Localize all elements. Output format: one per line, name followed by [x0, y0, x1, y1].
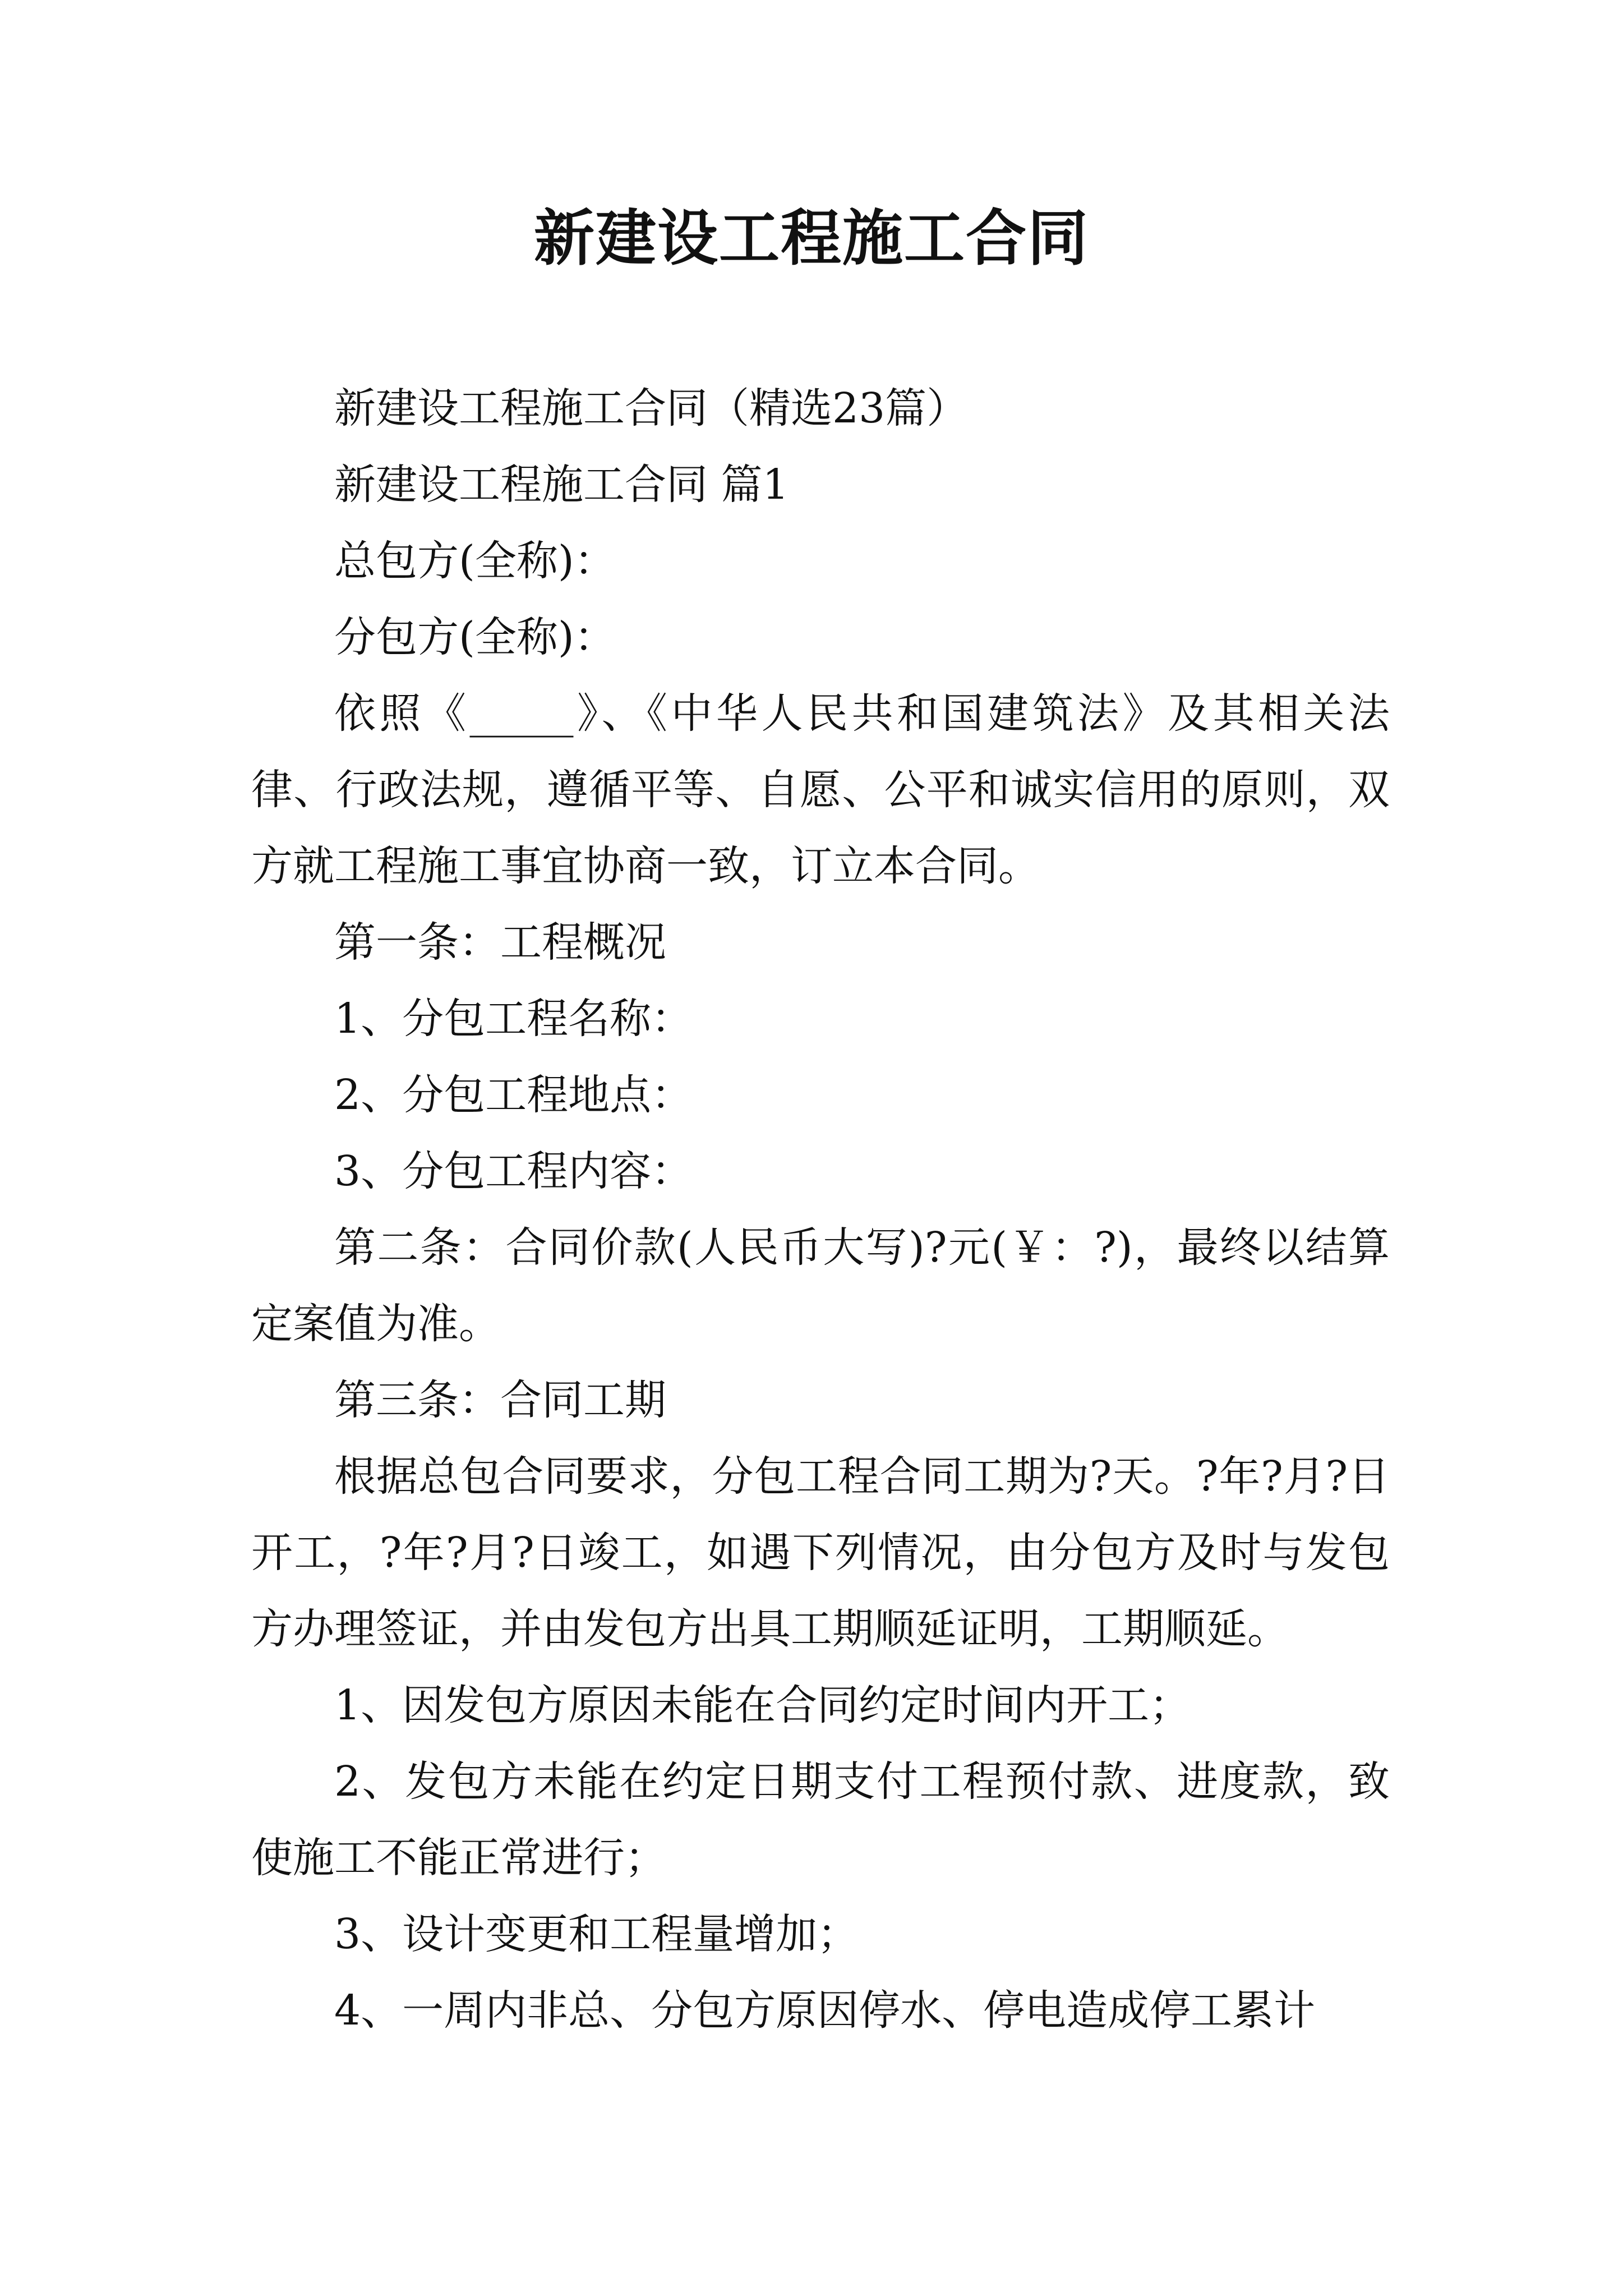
paragraph-delay-1: 1、因发包方原因未能在合同约定时间内开工；	[334, 1681, 1191, 1729]
document-title: 新建设工程施工合同	[533, 203, 1089, 274]
document-body	[251, 370, 1390, 2049]
paragraph-subcontractor: 分包方(全称)：	[334, 613, 616, 661]
paragraph-item-2: 2、分包工程地点：	[334, 1071, 693, 1119]
paragraph-delay-2: 2、发包方未能在约定日期支付工程预付款、进度款，致使施工不能正常进行；	[251, 1757, 1390, 1882]
paragraph-item-3: 3、分包工程内容：	[334, 1147, 693, 1195]
paragraph-item-1: 1、分包工程名称：	[334, 995, 693, 1043]
paragraph-delay-3: 3、设计变更和工程量增加；	[334, 1910, 859, 1958]
paragraph-general-contractor: 总包方(全称)：	[334, 537, 616, 585]
paragraph-legal-basis: 依照《_____》、《中华人民共和国建筑法》及其相关法律、行政法规，遵循平等、自愿、公平和诚实信用的原则，双方就工程施工事宜协商一致，订立本合同。	[251, 689, 1390, 890]
paragraph-heading-selection: 新建设工程施工合同（精选23篇）	[334, 384, 969, 432]
paragraph-delay-4: 4、一周内非总、分包方原因停水、停电造成停工累计	[334, 1986, 1316, 2035]
paragraph-schedule: 根据总包合同要求，分包工程合同工期为?天。?年?月?日开工，?年?月?日竣工，如遇下列情况，由分包方及时与发包方办理签证，并由发包方出具工期顺延证明，工期顺延。	[251, 1452, 1390, 1653]
paragraph-article-3: 第三条：合同工期	[334, 1376, 666, 1424]
paragraph-article-1: 第一条：工程概况	[334, 918, 666, 967]
paragraph-article-2: 第二条：合同价款(人民币大写)?元(￥：?)，最终以结算定案值为准。	[251, 1223, 1390, 1348]
paragraph-chapter-heading: 新建设工程施工合同 篇1	[334, 461, 789, 509]
